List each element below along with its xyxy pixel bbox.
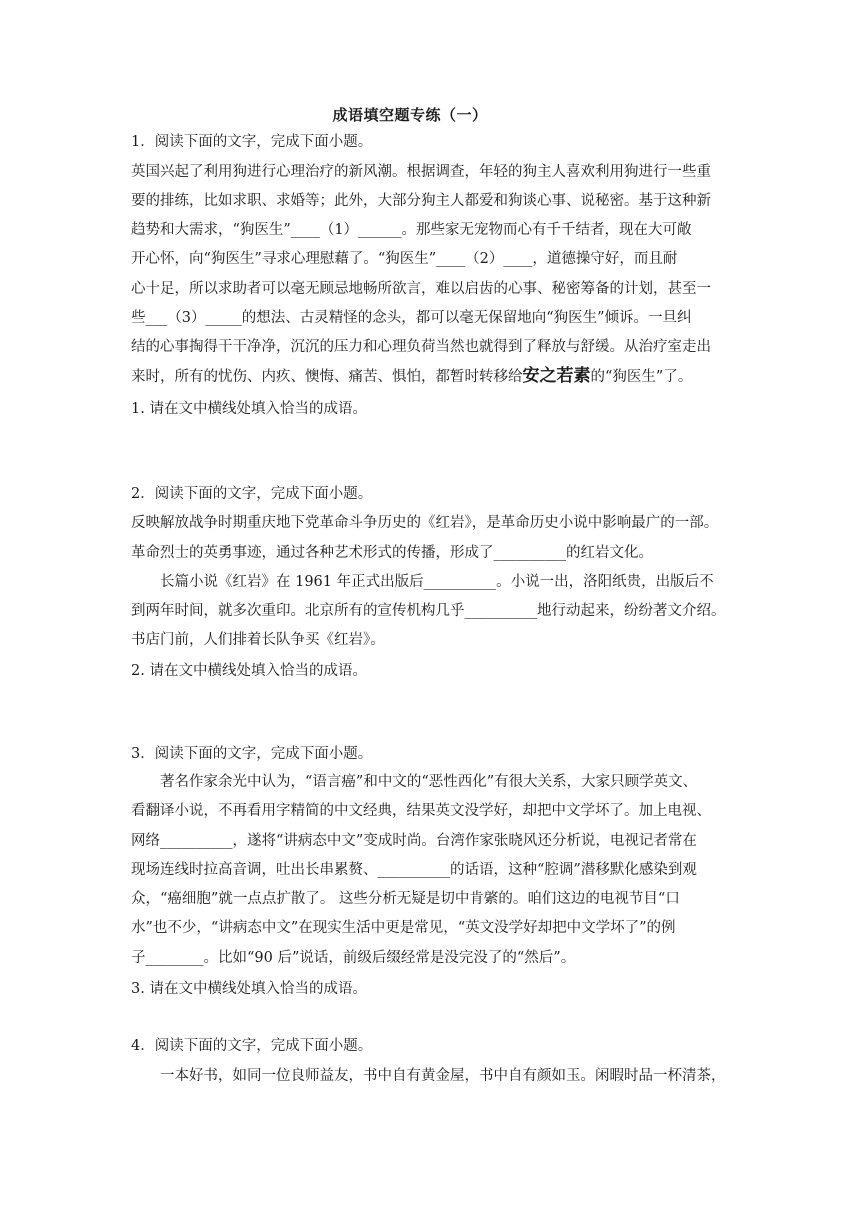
q3-text-line: 现场连线时拉高音调，吐出长串累赘、__________的话语，这种“腔调”潜移默化感染到观 <box>131 862 697 878</box>
q1-text-line: 心十足，所以求助者可以毫无顾忌地畅所欲言，难以启齿的心事、秘密筹备的计划，甚至一 <box>131 281 711 297</box>
q1-question: 1. 请在文中横线处填入恰当的成语。 <box>131 401 367 417</box>
q1-text-line: 结的心事掏得干干净净，沉沉的压力和心理负荷当然也就得到了释放与舒缓。从治疗室走出 <box>131 339 711 355</box>
q3-question: 3. 请在文中横线处填入恰当的成语。 <box>131 981 367 997</box>
q4-text-line-indent: 一本好书，如同一位良师益友，书中自有黄金屋，书中自有颜如玉。闲暇时品一杯清茶， <box>160 1068 726 1084</box>
q3-text-line: 网络__________，遂将“讲病态中文”变成时尚。台湾作家张晓风还分析说，电视记者常在 <box>131 833 697 849</box>
q2-text-line: 反映解放战争时期重庆地下党革命斗争历史的《红岩》，是革命历史小说中影响最广的一部。 <box>131 515 719 531</box>
q3-header: 3．阅读下面的文字，完成下面小题。 <box>131 746 373 762</box>
page-title: 成语填空题专练（一） <box>332 106 488 124</box>
q2-header: 2．阅读下面的文字，完成下面小题。 <box>131 486 373 502</box>
q1-last-line-pre: 来时，所有的忧伤、内疚、懊悔、痛苦、惧怕，都暂时转移给 <box>131 369 523 385</box>
q1-text-line: 趋势和大需求，“狗医生”____（1）______。那些家无宠物而心有千千结者，现在大可敞 <box>131 222 692 238</box>
q2-question: 2. 请在文中横线处填入恰当的成语。 <box>131 663 367 679</box>
q2-text-line-indent: 长篇小说《红岩》在 1961 年正式出版后__________。小说一出，洛阳纸贵，出版后不 <box>160 574 714 590</box>
q1-header: 1．阅读下面的文字，完成下面小题。 <box>131 134 373 150</box>
q3-text-line: 水”也不少，“讲病态中文”在现实生活中更是常见，“英文没学好却把中文学坏了”的例 <box>131 920 676 936</box>
q3-text-line: 众，“癌细胞”就一点点扩散了。 这些分析无疑是切中肯綮的。咱们这边的电视节目“口 <box>131 891 680 907</box>
q3-text-line: 看翻译小说，不再看用字精简的中文经典，结果英文没学好，却把中文学坏了。加上电视、 <box>131 803 711 819</box>
q1-text-line: 要的排练，比如求职、求婚等；此外，大部分狗主人都爱和狗谈心事、说秘密。基于这种新 <box>131 193 711 209</box>
q2-text-line: 到两年时间，就多次重印。北京所有的宣传机构几乎__________地行动起来，纷纷著文介绍。 <box>131 603 726 619</box>
q3-text-line: 子________。比如“90 后”说话，前级后缀经常是没完没了的“然后”。 <box>131 950 576 966</box>
q1-last-line-post: 的“狗医生”了。 <box>590 369 693 385</box>
q1-emphasized-idiom: 安之若素 <box>522 366 591 386</box>
q1-text-line: 些___（3）_____的想法、古灵精怪的念头，都可以毫无保留地向“狗医生”倾诉。一旦纠 <box>131 310 692 326</box>
q1-text-line: 英国兴起了利用狗进行心理治疗的新风潮。根据调查，年轻的狗主人喜欢利用狗进行一些重 <box>131 164 711 180</box>
q2-text-line: 书店门前，人们排着长队争买《红岩》。 <box>131 632 385 648</box>
q3-text-line-indent: 著名作家余光中认为，“语言癌”和中文的“恶性西化”有很大关系，大家只顾学英文、 <box>160 774 698 790</box>
q1-text-line-last <box>131 366 731 386</box>
q4-header: 4．阅读下面的文字，完成下面小题。 <box>131 1038 373 1054</box>
q1-text-line: 开心怀，向“狗医生”寻求心理慰藉了。“狗医生”____（2）____，道德操守好，而且耐 <box>131 251 678 267</box>
q2-text-line: 革命烈士的英勇事迹，通过各种艺术形式的传播，形成了__________的红岩文化。 <box>131 545 653 561</box>
